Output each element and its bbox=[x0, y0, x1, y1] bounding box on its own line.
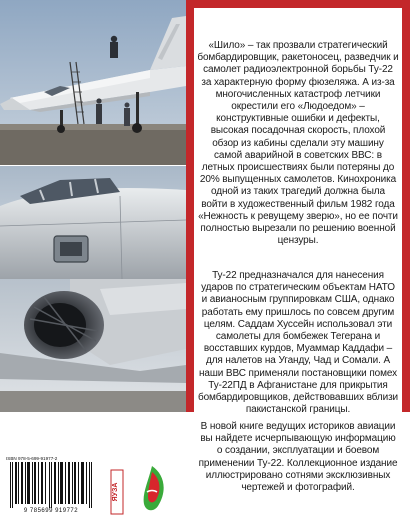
photo-aircraft-ground-crew bbox=[0, 0, 186, 165]
photo-cockpit-closeup bbox=[0, 166, 186, 279]
yauza-logo-text: ЯУЗА bbox=[112, 482, 119, 502]
paragraph-book-summary: В новой книге ведущих историков авиации вы найдете исчерпывающую информацию о создании, эксплуатации и боевом применении Ту-22. Коллекционное издание иллюстрировано сотнями эксклюзивных чертежей и фотографий. bbox=[198, 421, 398, 494]
barcode-area bbox=[6, 456, 96, 518]
barcode-graphic bbox=[6, 462, 96, 508]
yauza-logo bbox=[104, 468, 130, 516]
photo-column bbox=[0, 0, 186, 412]
photo-engine-nozzle bbox=[0, 279, 186, 412]
isbn-label: ISBN 978-5-699-91977-2 bbox=[6, 456, 58, 461]
paragraph-combat-use: Ту-22 предназначался для нанесения ударов по стратегическим объектам НАТО и авианосным группировкам США, однако работать ему пришлось по совсем другим целям. Саддам Хуссейн использовал эти самолеты для бомбежек Тегерана и восставших курдов, Муаммар Каддафи – для налетов на Уганду, Чад и Сомали. А наши ВВС применяли постановщики помех Ту-22ПД в Афганистане для прикрытия бомбардировщиков, действовавших вблизи пакистанской границы. bbox=[197, 270, 399, 416]
text-panel bbox=[194, 8, 402, 524]
eksmo-logo bbox=[134, 462, 170, 514]
paragraph-description: «Шило» – так прозвали стратегический бомбардировщик, ракетоносец, разведчик и самолет радиоэлектронной борьбы Ту-22 за характерную форму фюзеляжа. А из-за многочисленных катастроф летчики окрестили его «Людоедом» – конструктивные ошибки и дефекты, высокая посадочная скорость, плохой обзор из кабины сделали эту машину самой аварийной в советских ВВС: в летных происшествиях были потеряны до 20% выпущенных самолетов. Кинохроника одной из таких трагедий должна была войти в художественный фильм 1982 года «Нежность к ревущему зверю», но ее почти полностью вырезали по решению военной цензуры. bbox=[197, 40, 399, 247]
barcode-number: 9 785699 919772 bbox=[23, 508, 79, 514]
